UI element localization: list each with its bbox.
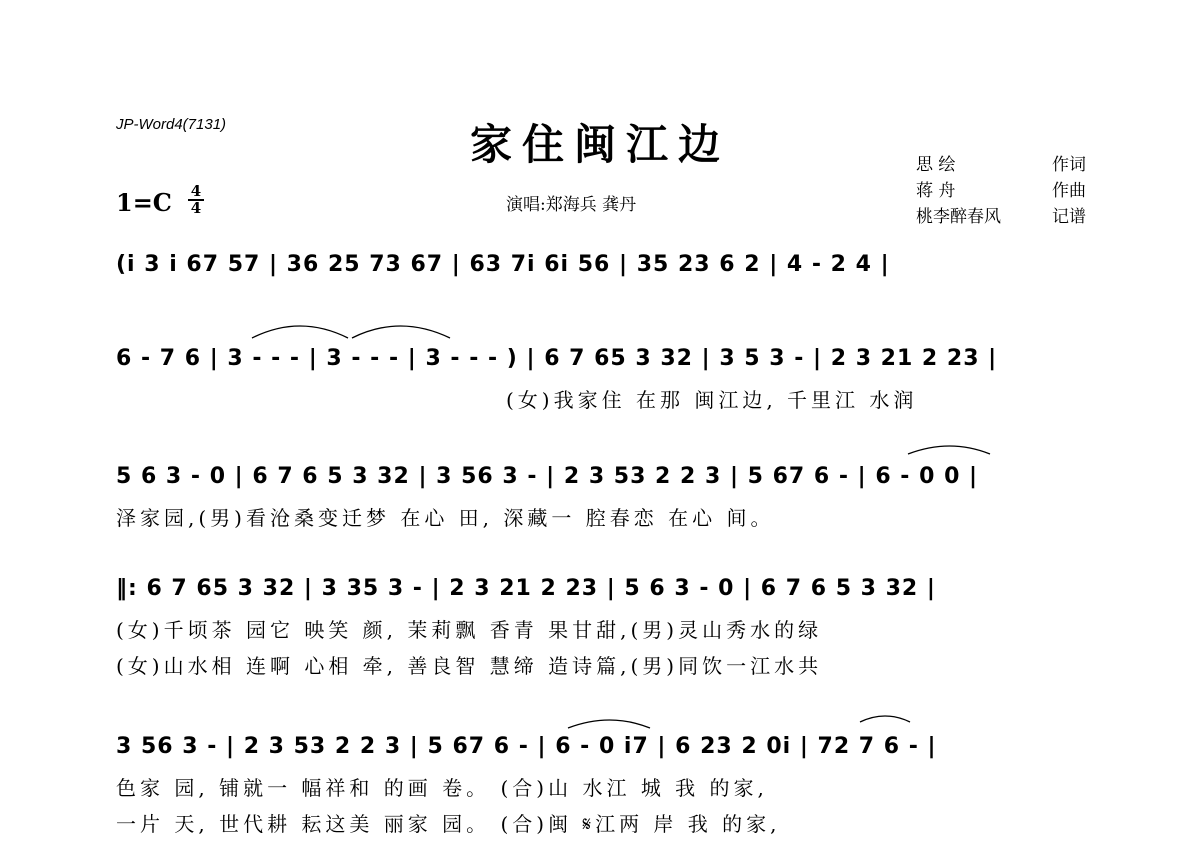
score-line-4-notes: ‖: 6 7 65 3 32 | 3 35 3 - | 2 3 21 2 23 | 5 6 3 - 0 | 6 7 6 5 3 32 | [116,576,936,601]
time-signature-bottom: 4 [190,199,202,217]
lyricist-name: 思 绘 [916,155,956,175]
score-line-5-lyric-verse-1: 色家 园, 铺就一 幅祥和 的画 卷。 (合)山 水江 城 我 的家, [116,776,768,800]
song-title: 家住闽江边 [469,120,730,169]
score-line-5-lyric-verse-2: 一片 天, 世代耕 耘这美 丽家 园。 (合)闽 𝄋江两 岸 我 的家, [116,812,781,836]
tie-arc [252,326,348,338]
software-watermark: JP-Word4(7131) [116,116,227,133]
score-line-4-lyric-verse-2: (女)山水相 连啊 心相 牵, 善良智 慧缔 造诗篇,(男)同饮一江水共 [116,654,823,678]
composer-role: 作曲 [1052,181,1086,201]
score-line-5-notes: 3 56 3 - | 2 3 53 2 2 3 | 5 67 6 - | 6 - 0 i7 | 6 23 2 0i | 72 7 6 - | [116,734,937,759]
transcriber-role: 记谱 [1052,207,1086,227]
composer-name: 蒋 舟 [916,181,956,201]
score-line-1-notes: (i 3 i 67 57 | 36 25 73 67 | 63 7i 6i 56 | 35 23 6 2 | 4 - 2 4 | [116,252,890,277]
score-line-4-lyric-verse-1: (女)千顷茶 园它 映笑 颜, 茉莉飘 香青 果甘甜,(男)灵山秀水的绿 [116,618,823,642]
score-line-3-notes: 5 6 3 - 0 | 6 7 6 5 3 32 | 3 56 3 - | 2 3 53 2 2 3 | 5 67 6 - | 6 - 0 0 | [116,464,979,489]
singer-credit: 演唱:郑海兵 龚丹 [506,195,637,215]
time-signature-top: 4 [190,182,202,200]
transcriber-name: 桃李醉春风 [916,207,1001,227]
tie-arc [908,446,990,454]
tie-arc [860,716,910,722]
score-line-2-notes: 6 - 7 6 | 3 - - - | 3 - - - | 3 - - - ) | 6 7 65 3 32 | 3 5 3 - | 2 3 21 2 23 | [116,346,998,371]
score-line-3-lyric: 泽家园,(男)看沧桑变迁梦 在心 田, 深藏一 腔春恋 在心 间。 [116,506,775,530]
lyricist-role: 作词 [1052,155,1086,175]
tie-arc [352,326,450,338]
tie-arc [568,720,650,728]
score-line-2-lyric: (女)我家住 在那 闽江边, 千里江 水润 [506,388,918,412]
key-signature: 1=C [116,188,172,217]
